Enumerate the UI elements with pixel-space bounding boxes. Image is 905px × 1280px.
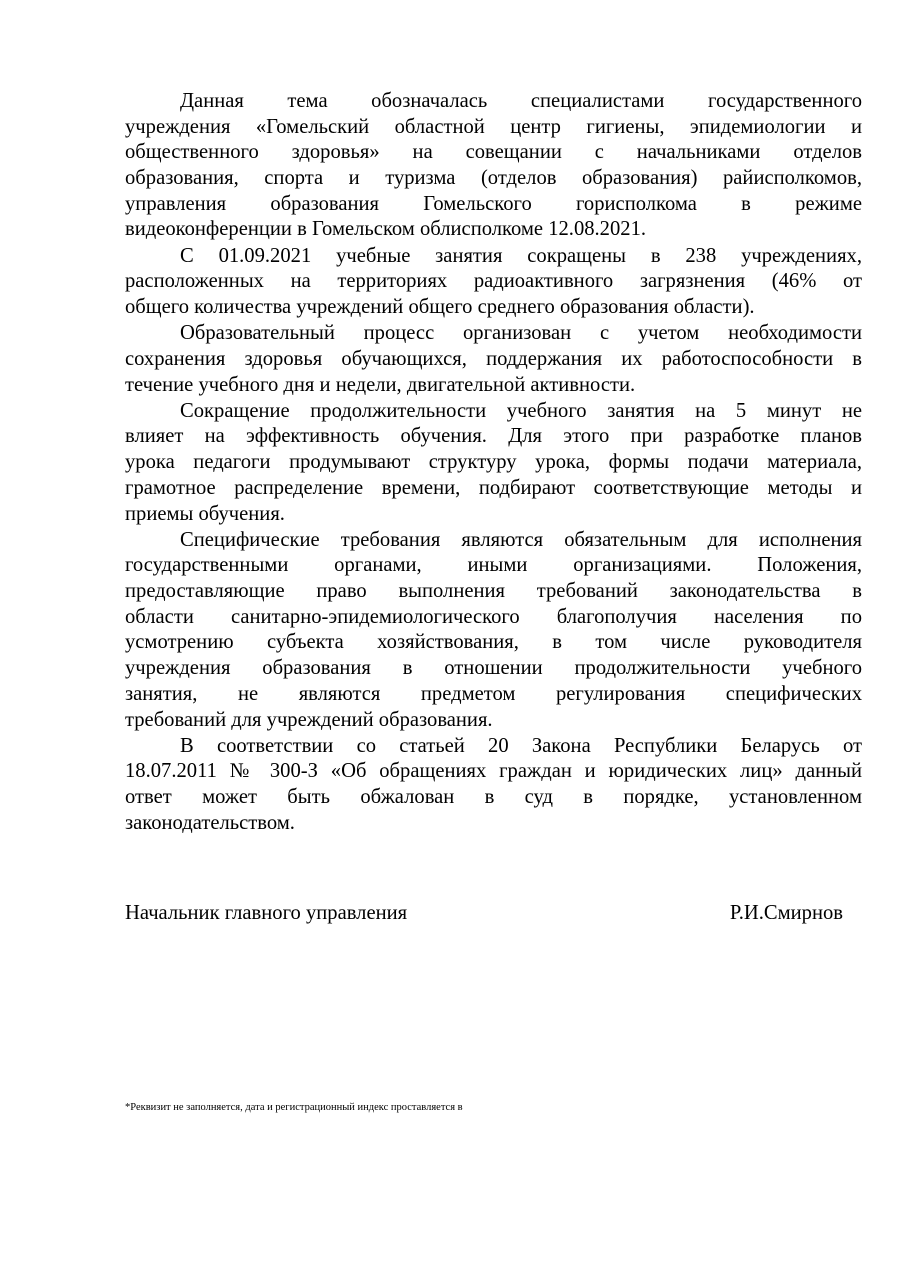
paragraph-line: области санитарно-эпидемиологического благополучия населения по xyxy=(125,605,862,628)
paragraph xyxy=(125,89,862,243)
paragraph-line: С 01.09.2021 учебные занятия сокращены в 238 учреждениях, xyxy=(180,244,862,267)
paragraph-line: приемы обучения. xyxy=(125,502,285,525)
paragraph-line: В соответствии со статьей 20 Закона Республики Беларусь от xyxy=(180,734,862,757)
paragraph-line: предоставляющие право выполнения требований законодательства в xyxy=(125,580,862,603)
paragraph-line: видеоконференции в Гомельском облисполкоме 12.08.2021. xyxy=(125,218,647,241)
paragraph-line: 18.07.2011 № 300-З «Об обращениях граждан и юридических лиц» данный xyxy=(125,760,862,783)
paragraph xyxy=(125,244,862,321)
paragraph xyxy=(125,734,862,837)
paragraph-line: управления образования Гомельского горисполкома в режиме xyxy=(125,192,862,215)
paragraph-line: Специфические требования являются обязательным для исполнения xyxy=(180,528,862,551)
paragraph-line: учреждения «Гомельский областной центр гигиены, эпидемиологии и xyxy=(125,115,862,138)
paragraph-line: законодательством. xyxy=(125,811,295,834)
paragraph-line: ответ может быть обжалован в суд в порядке, установленном xyxy=(125,786,862,809)
paragraph-line: расположенных на территориях радиоактивного загрязнения (46% от xyxy=(125,270,862,293)
signature-block xyxy=(125,902,843,925)
paragraph-line: государственными органами, иными организациями. Положения, xyxy=(125,554,862,577)
signatory-position: Начальник главного управления xyxy=(125,902,408,924)
paragraph-line: Сокращение продолжительности учебного занятия на 5 минут не xyxy=(180,399,862,422)
paragraph-line: Образовательный процесс организован с учетом необходимости xyxy=(180,322,862,345)
paragraph-line: усмотрению субъекта хозяйствования, в том числе руководителя xyxy=(125,631,862,654)
paragraph-line: влияет на эффективность обучения. Для этого при разработке планов xyxy=(125,425,862,448)
document-body xyxy=(125,89,862,836)
paragraph-line: образования, спорта и туризма (отделов образования) райисполкомов, xyxy=(125,167,862,190)
paragraph-line: сохранения здоровья обучающихся, поддержания их работоспособности в xyxy=(125,347,862,370)
paragraph xyxy=(125,399,862,527)
paragraph-line: занятия, не являются предметом регулирования специфических xyxy=(125,682,862,705)
paragraph-line: общественного здоровья» на совещании с начальниками отделов xyxy=(125,141,862,164)
paragraph-line: общего количества учреждений общего среднего образования области). xyxy=(125,296,755,318)
paragraph-line: Данная тема обозначалась специалистами государственного xyxy=(180,90,862,112)
paragraph-line: учреждения образования в отношении продолжительности учебного xyxy=(125,657,862,680)
paragraph-line: грамотное распределение времени, подбирают соответствующие методы и xyxy=(125,476,862,499)
paragraph xyxy=(125,528,862,734)
paragraph-line: течение учебного дня и недели, двигательной активности. xyxy=(125,373,636,396)
paragraph xyxy=(125,321,862,398)
paragraph-line: требований для учреждений образования. xyxy=(125,708,493,731)
signatory-name: Р.И.Смирнов xyxy=(729,902,843,924)
footnote: *Реквизит не заполняется, дата и регистрационный индекс проставляется в xyxy=(125,1102,463,1113)
paragraph-line: урока педагоги продумывают структуру урока, формы подачи материала, xyxy=(125,451,862,474)
